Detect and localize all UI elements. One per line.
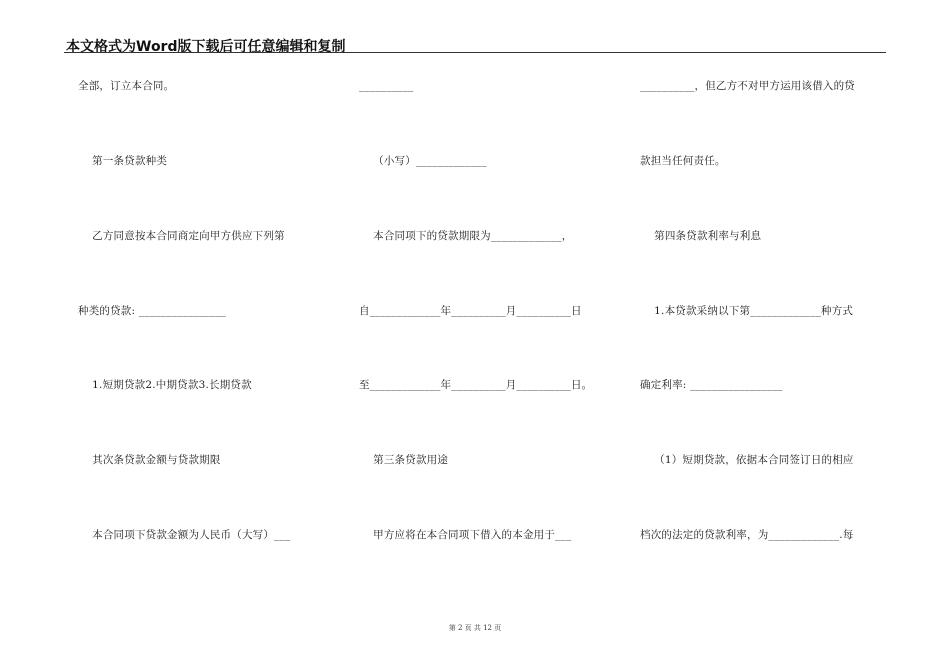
text-line: 其次条贷款金额与贷款期限 <box>78 454 221 466</box>
text-line: 自_____________年__________月__________日 <box>359 305 582 317</box>
text-line: 款担当任何责任。 <box>640 155 726 167</box>
text-line: 确定利率: _________________ <box>640 379 783 391</box>
column-3 <box>640 0 890 672</box>
text-line: 全部，订立本合同。 <box>78 80 175 92</box>
text-line: 第一条贷款种类 <box>78 155 168 167</box>
text-line: 第四条贷款利率与利息 <box>640 230 762 242</box>
text-line: 种类的贷款: ________________ <box>78 305 226 317</box>
text-line: 1.短期贷款2.中期贷款3.长期贷款 <box>78 379 252 391</box>
text-line: 本合同项下贷款金额为人民币（大写）___ <box>78 529 291 541</box>
text-line: 本合同项下的贷款期限为_____________， <box>359 230 573 242</box>
text-line: （1）短期贷款，依据本合同签订日的相应 <box>640 454 854 466</box>
text-line: 甲方应将在本合同项下借入的本金用于___ <box>359 529 572 541</box>
text-line: __________，但乙方不对甲方运用该借入的贷 <box>640 80 855 92</box>
text-line: 至_____________年__________月__________日。 <box>359 379 593 391</box>
text-line: 乙方同意按本合同商定向甲方供应下列第 <box>78 230 285 242</box>
column-1 <box>78 0 340 672</box>
text-line: （小写）_____________ <box>359 155 487 167</box>
text-line: __________ <box>359 80 414 92</box>
text-line: 档次的法定的贷款利率，为_____________.每 <box>640 529 854 541</box>
text-line: 1.本贷款采纳以下第_____________种方式 <box>640 305 854 317</box>
column-2 <box>359 0 621 672</box>
text-line: 第三条贷款用途 <box>359 454 449 466</box>
page-number: 第 2 页 共 12 页 <box>448 624 502 632</box>
header-title: 本文格式为Word版下载后可任意编辑和复制 <box>66 39 346 55</box>
